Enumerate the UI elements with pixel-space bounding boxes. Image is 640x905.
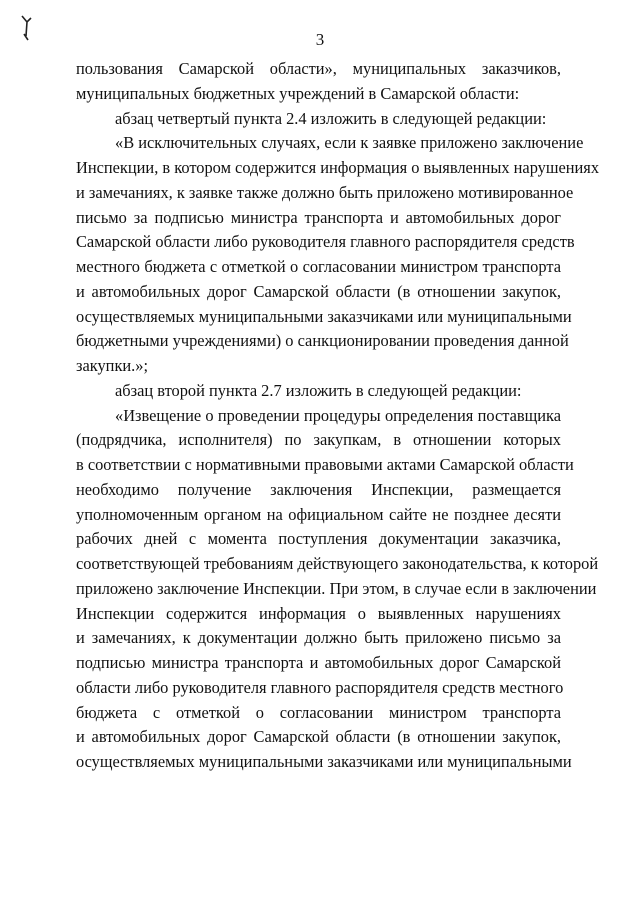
text-line: области либо руководителя главного распорядителя средств местного [76,677,564,697]
text-line: письмо за подписью министра транспорта и автомобильных дорог [76,207,561,227]
text-line: осуществляемых муниципальными заказчиками или муниципальными [76,306,572,326]
text-line: местного бюджета с отметкой о согласовании министром транспорта [76,257,561,276]
text-line: рабочих дней с момента поступления документации заказчика, [76,529,561,549]
text-line: абзац второй пункта 2.7 изложить в следующей редакции: [115,380,522,400]
text-line: пользования Самарской области», муниципальных заказчиков, [76,59,561,78]
text-line: и автомобильных дорог Самарской области (в отношении закупок, [76,727,561,747]
text-line: закупки.»; [76,356,149,375]
text-line: бюджета с отметкой о согласовании министром транспорта [76,702,561,722]
text-line: муниципальных бюджетных учреждений в Самарской области: [76,83,520,103]
document-body [76,57,600,775]
text-line: соответствующей требованиям действующего законодательства, к которой [76,554,599,573]
text-line: и замечаниях, к документации должно быть приложено письмо за [76,628,561,648]
page-number: 3 [315,30,325,49]
text-line: Инспекции, в котором содержится информация о выявленных нарушениях [76,158,600,177]
text-line: Самарской области либо руководителя главного распорядителя средств [76,232,575,252]
text-line: подписью министра транспорта и автомобильных дорог Самарской [76,653,561,672]
paragraph-1 [76,57,561,107]
text-line: бюджетными учреждениями) о санкционировании проведения данной [76,331,569,351]
text-line: осуществляемых муниципальными заказчиками или муниципальными [76,752,572,771]
paragraph-2 [76,107,561,132]
paragraph-5 [76,404,599,775]
paragraph-4 [76,379,561,404]
text-line: уполномоченным органом на официальном сайте не позднее десяти [76,504,561,524]
text-line: «В исключительных случаях, если к заявке приложено заключение [115,133,584,153]
text-line: в соответствии с нормативными правовыми актами Самарской области [76,455,574,474]
text-line: и замечаниях, к заявке также должно быть приложено мотивированное [76,182,574,202]
paragraph-3 [76,131,600,379]
text-line: Инспекции содержится информация о выявленных нарушениях [76,603,561,623]
text-line: (подрядчика, исполнителя) по закупкам, в отношении которых [76,430,561,450]
text-line: «Извещение о проведении процедуры определения поставщика [115,405,561,425]
text-line: необходимо получение заключения Инспекции, размещается [76,479,561,499]
text-line: приложено заключение Инспекции. При этом, в случае если в заключении [76,578,597,598]
text-line: и автомобильных дорог Самарской области (в отношении закупок, [76,281,561,301]
text-line: абзац четвертый пункта 2.4 изложить в следующей редакции: [115,108,547,128]
